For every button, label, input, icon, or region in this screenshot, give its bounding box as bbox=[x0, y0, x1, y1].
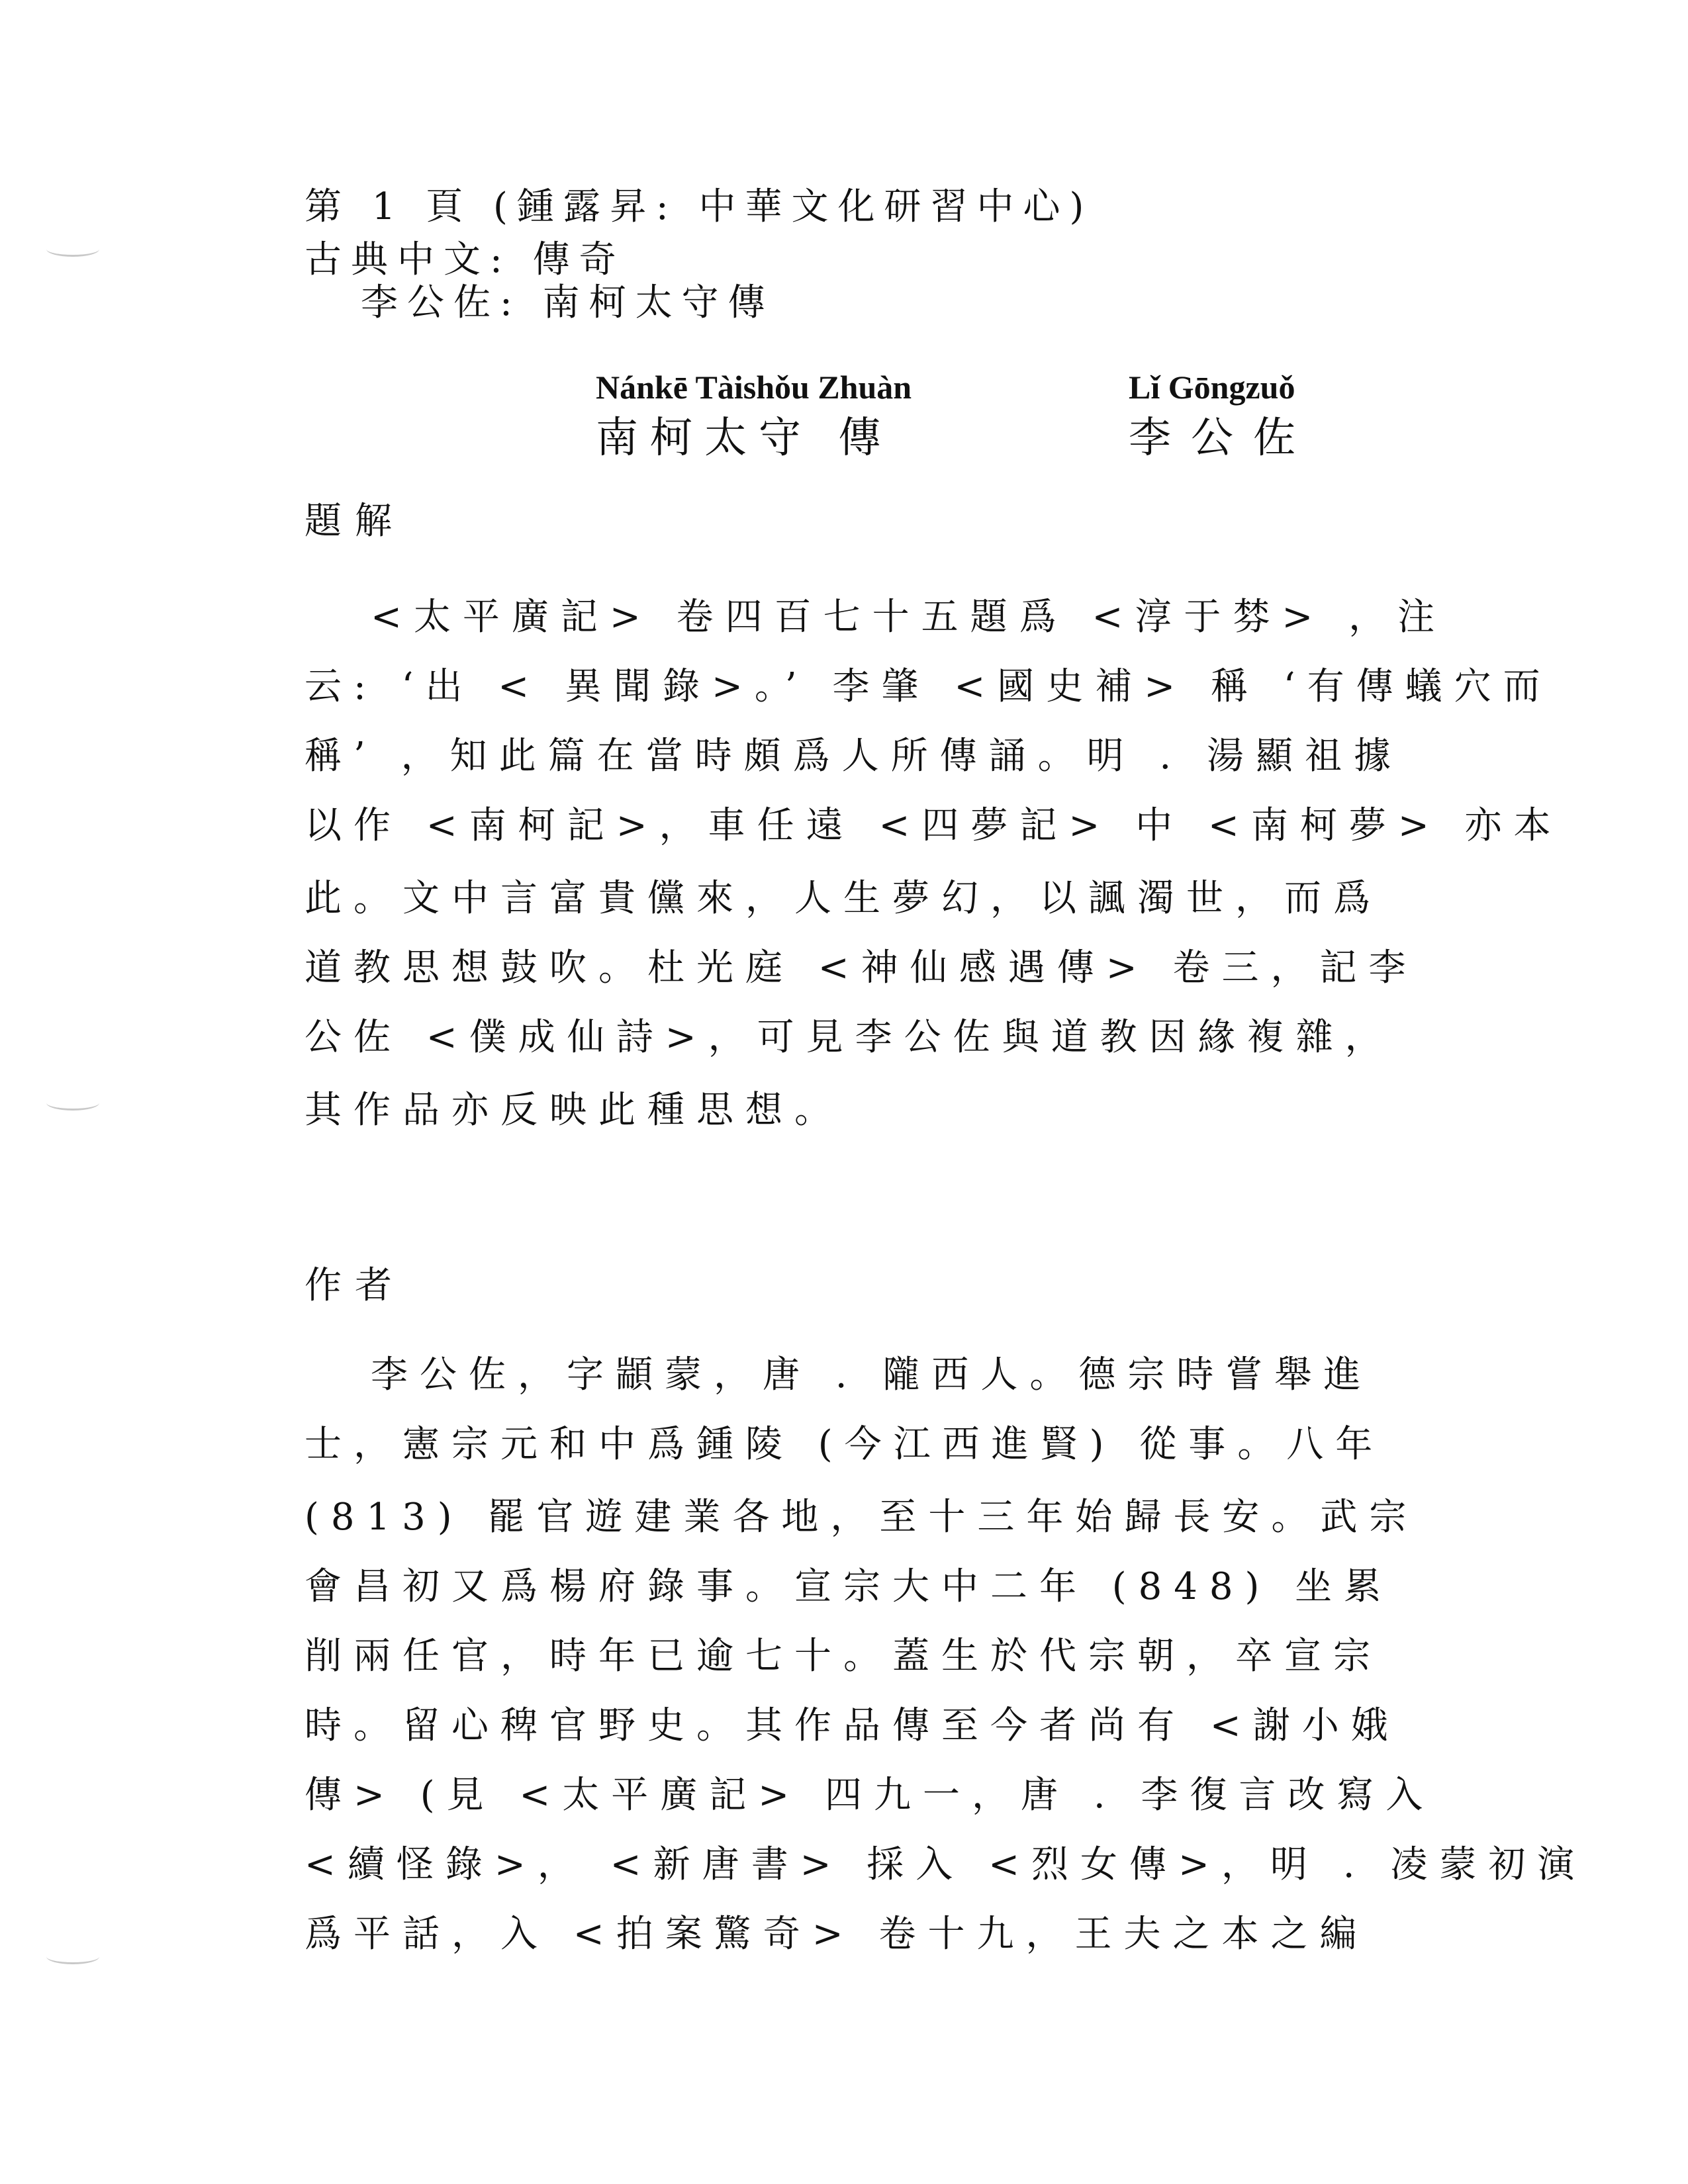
paragraph-line: <續怪錄>， <新唐書> 採入 <烈女傳>，明 . 凌蒙初演 bbox=[305, 1843, 1587, 1886]
header-line-work: 李公佐: 南柯太守傳 bbox=[361, 281, 774, 324]
paragraph-line: 士，憲宗元和中爲鍾陵 (今江西進賢) 從事。八年 bbox=[305, 1423, 1385, 1466]
header-line-page-source: 第 1 頁 (鍾露昇: 中華文化研習中心) bbox=[305, 185, 1094, 228]
paragraph-line: 此。文中言富貴儻來，人生夢幻，以諷濁世，而爲 bbox=[305, 877, 1382, 920]
paragraph-line: 稱’ ，知此篇在當時頗爲人所傳誦。明 . 湯顯祖據 bbox=[305, 735, 1403, 778]
header-line-genre: 古典中文: 傳奇 bbox=[305, 238, 626, 281]
paragraph-line: 公佐 <僕成仙詩>，可見李公佐與道教因緣複雜， bbox=[305, 1016, 1394, 1059]
punch-hole-mark bbox=[46, 1095, 99, 1111]
paragraph-line: 道教思想鼓吹。杜光庭 <神仙感遇傳> 卷三，記李 bbox=[305, 946, 1418, 989]
section-heading-zuozhe: 作者 bbox=[305, 1264, 405, 1307]
paragraph-line: 其作品亦反映此種思想。 bbox=[305, 1089, 843, 1132]
title-chinese: 南柯太守 傳 bbox=[596, 414, 893, 463]
paragraph-line: 以作 <南柯記>，車任遠 <四夢記> 中 <南柯夢> 亦本 bbox=[305, 804, 1563, 847]
paragraph-line: 云: ‘出 < 異聞錄>。’ 李肇 <國史補> 稱 ‘有傳蟻穴而 bbox=[305, 665, 1552, 708]
paragraph-line: 時。留心稗官野史。其作品傳至今者尚有 <謝小娥 bbox=[305, 1704, 1400, 1747]
punch-hole-mark bbox=[46, 242, 99, 257]
title-pinyin: Nánkē Tàishǒu Zhuàn bbox=[596, 369, 912, 406]
paragraph-line: 李公佐，字顓蒙，唐 . 隴西人。德宗時嘗舉進 bbox=[371, 1353, 1373, 1396]
paragraph-line: 會昌初又爲楊府錄事。宣宗大中二年 (848) 坐累 bbox=[305, 1565, 1393, 1608]
author-pinyin: Lǐ Gōngzuǒ bbox=[1129, 369, 1295, 406]
punch-hole-mark bbox=[46, 1949, 99, 1964]
paragraph-line: 傳> (見 <太平廣記> 四九一，唐 . 李復言改寫入 bbox=[305, 1774, 1435, 1817]
author-chinese: 李公佐 bbox=[1129, 414, 1315, 463]
paragraph-line: <太平廣記> 卷四百七十五題爲 <淳于棼> ，注 bbox=[371, 596, 1447, 639]
paragraph-line: 爲平話，入 <拍案驚奇> 卷十九，王夫之本之編 bbox=[305, 1913, 1369, 1956]
paragraph-line: 削兩任官，時年已逾七十。蓋生於代宗朝，卒宣宗 bbox=[305, 1635, 1382, 1678]
paragraph-line: (813) 罷官遊建業各地，至十三年始歸長安。武宗 bbox=[305, 1496, 1419, 1539]
section-heading-tijie: 題解 bbox=[305, 500, 405, 543]
